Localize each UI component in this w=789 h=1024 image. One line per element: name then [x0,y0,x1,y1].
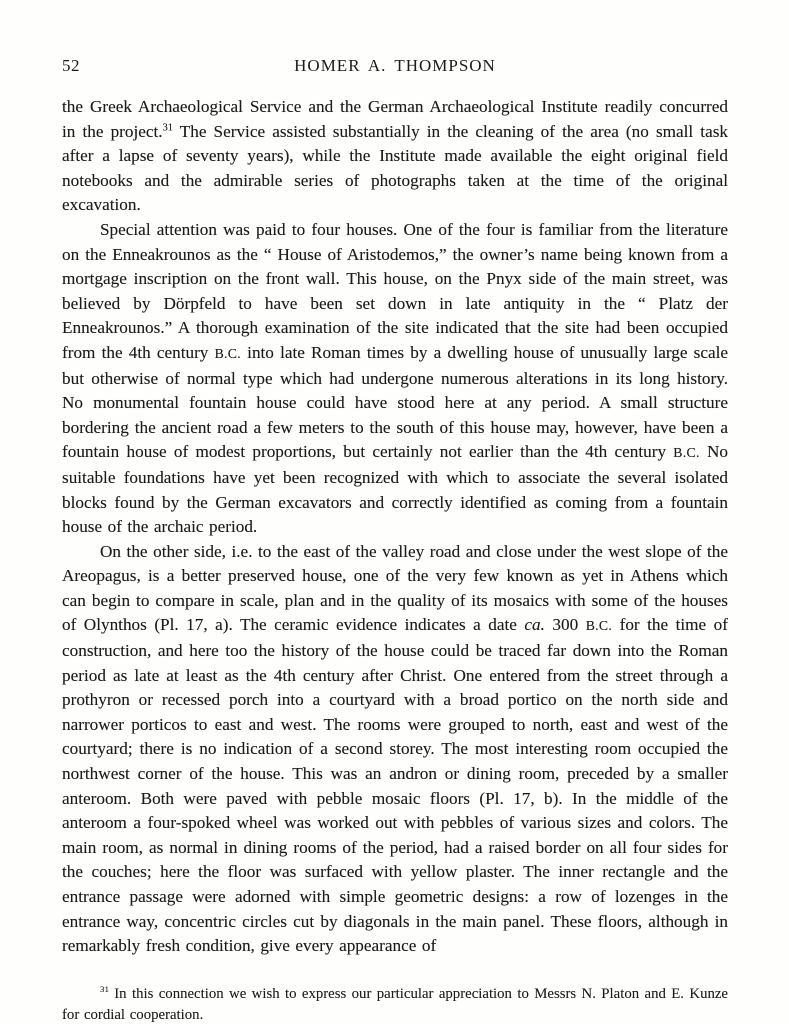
body-paragraph-2: Special attention was paid to four houses. One of the four is familiar from the literature on the Enneakrounos as the “ House of Aristodemos,” the owner’s name being known from a mortgage inscription on the front wall. This house, on the Pnyx side of the main street, was believed by Dörpfeld to have been set down in late antiquity in the “ Platz der Enneakrounos.” A thorough examination of the site indicated that the site had been occupied from the 4th century B.C. into late Roman times by a dwelling house of unusually large scale but otherwise of normal type which had undergone numerous alterations in its long history. No monumental fountain house could have stood here at any period. A small structure bordering the ancient road a few meters to the south of this house may, however, have been a fountain house of modest proportions, but certainly not earlier than the 4th century B.C. No suitable foundations have yet been recognized with which to associate the several isolated blocks found by the German excavators and correctly identified as coming from a fountain house of the archaic period. [62,219,729,537]
body-paragraph-3: On the other side, i.e. to the east of the valley road and close under the west slope of the Areopagus, is a better preserved house, one of the very few known as yet in Athens which can begin to compare in scale, plan and in the quality of its mosaics with some of the houses of Olynthos (Pl. 17, a). The ceramic evidence indicates a date ca. 300 B.C. for the time of construction, and here too the history of the house could be traced far down into the Roman period as late at least as the 4th century after Christ. One entered from the street through a prothyron or recessed porch into a courtyard with a broad portico on the north side and narrower porticos to east and west. The rooms were grouped to north, east and west of the courtyard; there is no indication of a second storey. The most interesting room occupied the northwest corner of the house. This was an andron or dining room, preceded by a smaller anteroom. Both were paved with pebble mosaic floors (Pl. 17, b). In the middle of the anteroom a four-spoked wheel was worked out with pebbles of various sizes and colors. The main room, as normal in dining rooms of the period, had a raised border on all four sides for the couches; here the floor was surfaced with yellow plaster. The inner rectangle and the entrance passage were adorned with simple geometric designs: a row of lozenges in the entrance way, concentric circles cut by diagonals in the main panel. These floors, although in remarkably fresh condition, give every appearance of [62,541,728,956]
text-block [62,56,728,1024]
body-paragraph-1: the Greek Archaeological Service and the German Archaeological Institute readily concurred in the project.$^{31}$ The Service assisted substantially in the cleaning of the area (no small task after a lapse of seventy years), while the Institute made available the eight original field notebooks and the admirable series of photographs taken at the time of the original excavation. [62,97,728,215]
footnote-31: $^{31}$ In this connection we wish to express our particular appreciation to Messrs N. Platon and E. Kunze for cordial cooperation. [62,983,728,1024]
page-number: 52 [62,56,80,75]
running-header-author: HOMER A. THOMPSON [294,56,496,75]
page-header [62,56,728,78]
